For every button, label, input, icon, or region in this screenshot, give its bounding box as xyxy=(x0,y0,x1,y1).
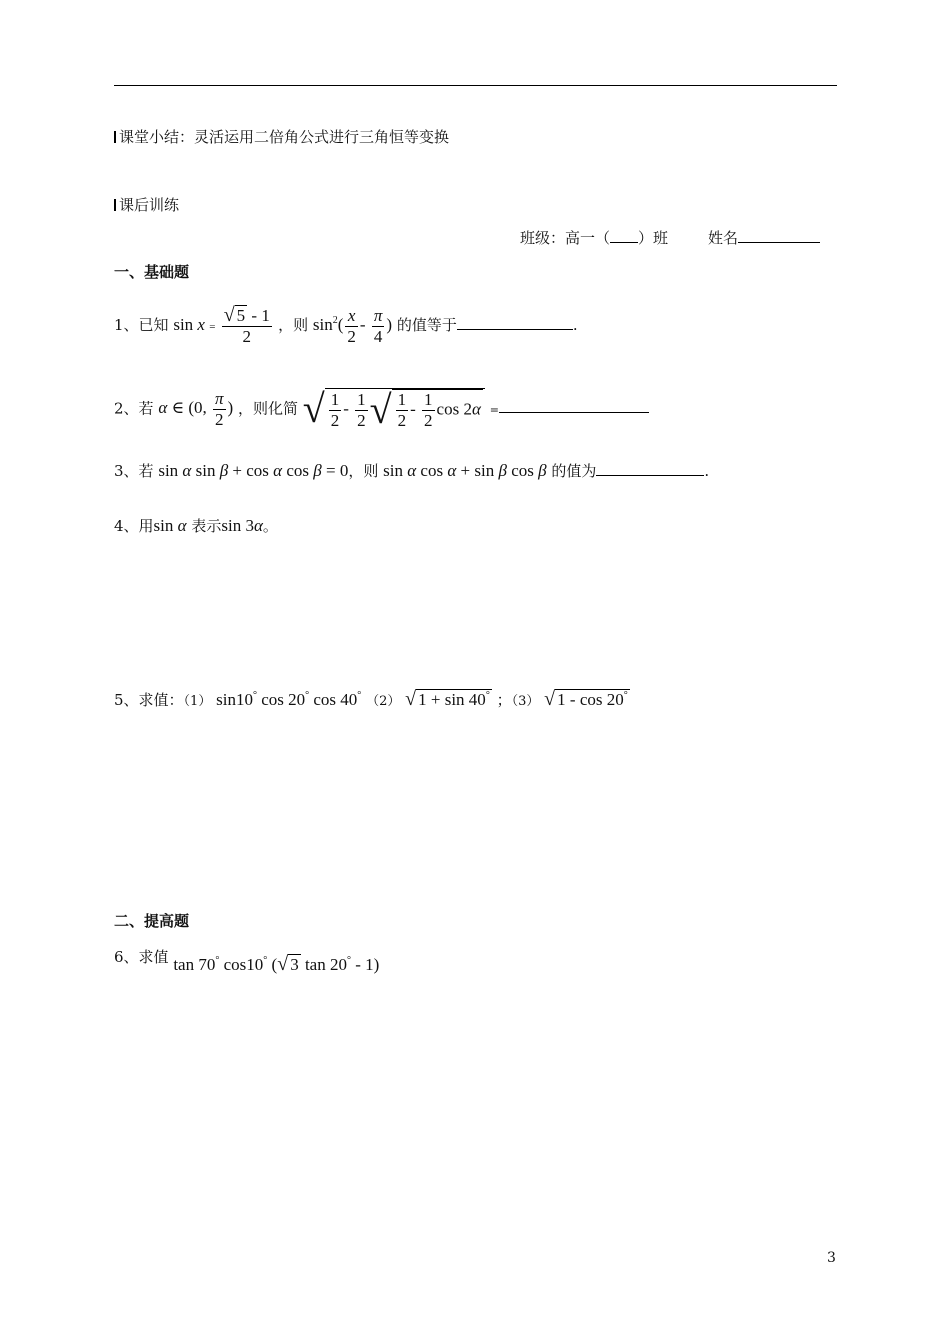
page-number: 3 xyxy=(827,1250,836,1266)
q5-part2-label: （2） xyxy=(366,694,401,709)
q2-eq: = xyxy=(489,403,499,417)
bullet-icon xyxy=(114,131,116,143)
q4-middle: 表示 xyxy=(191,517,222,535)
q5-math-3: √ 1 - cos 20° xyxy=(544,688,628,710)
q4-prefix: 4、用 xyxy=(114,517,154,535)
q3-middle: ，则 xyxy=(348,462,379,480)
q3-math-expr: sin α cos α + sin β cos β xyxy=(383,461,547,480)
q5-part3-label: （3） xyxy=(511,694,540,709)
q2-answer-blank[interactable] xyxy=(499,412,649,413)
q5-prefix: 5、求值： xyxy=(114,691,184,709)
q1-answer-blank[interactable] xyxy=(457,329,573,330)
q5-separator: ； xyxy=(496,691,512,709)
q1-math-expr: $\sin^2$( $\frac{x}{2}$ - $\frac{\pi}{4}$ ) xyxy=(312,305,393,346)
summary-line xyxy=(114,126,449,147)
q6-prefix: 6、求值 xyxy=(114,948,169,966)
question-2 xyxy=(114,388,649,431)
q5-math-1: sin10° cos 20° cos 40° xyxy=(216,690,362,709)
class-blank[interactable] xyxy=(610,242,638,243)
q4-math-b: sin 3α xyxy=(221,516,263,535)
class-info xyxy=(520,227,820,248)
q1-end: . xyxy=(572,315,578,334)
question-6 xyxy=(114,945,380,975)
question-4 xyxy=(114,515,278,536)
q1-prefix: 1、已知 xyxy=(114,315,169,334)
q3-prefix: 3、若 xyxy=(114,462,154,480)
q3-math-condition: sin α sin β + cos α cos β = 0 xyxy=(158,461,349,480)
q5-part1-label: （1） xyxy=(183,694,212,709)
after-class-title: 课后训练 xyxy=(119,196,180,214)
summary-text: 课堂小结：灵活运用二倍角公式进行三角恒等变换 xyxy=(119,128,450,146)
class-close: ）班 xyxy=(638,229,669,247)
name-label: 姓名 xyxy=(708,229,739,247)
question-1 xyxy=(114,305,578,347)
bullet-icon xyxy=(114,199,116,211)
section1-title: 一、基础题 xyxy=(114,263,190,281)
q1-middle: ，则 xyxy=(278,315,309,334)
q2-prefix: 2、若 xyxy=(114,399,154,418)
after-class-line xyxy=(114,194,179,215)
question-3 xyxy=(114,460,709,481)
question-5 xyxy=(114,688,630,711)
q6-math: tan 70° cos10° (√ 3 tan 20° - 1) xyxy=(173,953,380,975)
section2-title: 二、提高题 xyxy=(114,912,190,930)
q3-suffix: 的值为 xyxy=(551,462,597,480)
q2-math-expr: √ $\frac{1}{2}$ - $\frac{1}{2}$ √ $\frac{1}{2}$ - $\frac{1}{2}$ cos 2α xyxy=(303,398,485,417)
q4-math-a: sin α xyxy=(153,516,187,535)
q5-math-2: √ 1 + sin 40° xyxy=(405,688,490,710)
q3-end: . xyxy=(704,462,710,480)
q4-end: 。 xyxy=(262,517,278,535)
header-rule xyxy=(114,85,837,86)
q2-math-condition: α ∈ (0, $\frac{\pi}{2}$ ) xyxy=(158,389,234,429)
q1-math-given: sin x = $\frac{√ 5 - 1}{2}$ xyxy=(173,304,270,346)
q3-answer-blank[interactable] xyxy=(596,475,704,476)
name-blank[interactable] xyxy=(738,242,820,243)
q1-suffix: 的值等于 xyxy=(396,315,457,334)
q2-middle: ，则化简 xyxy=(238,399,299,418)
class-label: 班级：高一（ xyxy=(520,229,611,247)
